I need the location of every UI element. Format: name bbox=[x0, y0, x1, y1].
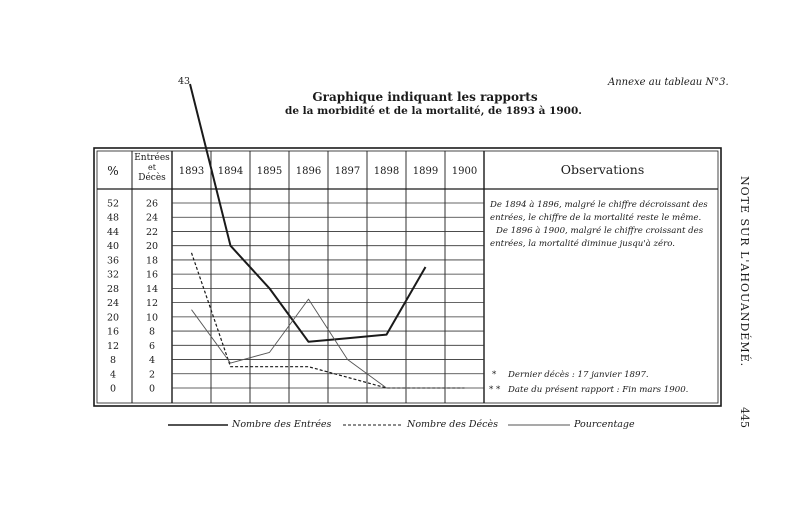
annex-label: Annexe au tableau N°3. bbox=[608, 77, 729, 88]
year-header: 1899 bbox=[412, 166, 439, 177]
year-header: 1896 bbox=[295, 166, 322, 177]
count-tick-label: 26 bbox=[145, 198, 159, 210]
count-tick-label: 20 bbox=[145, 241, 159, 253]
counts-column-header: Décès bbox=[138, 173, 166, 183]
count-tick-label: 24 bbox=[145, 212, 159, 224]
count-tick-label: 10 bbox=[145, 312, 159, 324]
note-report-date: Date du présent rapport : Fin mars 1900. bbox=[508, 385, 689, 395]
title-line-1: Graphique indiquant les rapports bbox=[312, 90, 538, 104]
percent-tick-label: 52 bbox=[106, 198, 120, 210]
counts-column-header: et bbox=[148, 163, 156, 172]
series-entrees bbox=[190, 84, 426, 342]
table-frame bbox=[94, 148, 721, 406]
observation-line-2: entrées, le chiffre de la mortalité reste le même. bbox=[490, 213, 702, 223]
observation-line-3: De 1896 à 1900, malgré le chiffre croissant des bbox=[496, 226, 704, 236]
observation-line-4: entrées, la mortalité diminue jusqu'à zéro. bbox=[490, 239, 675, 249]
count-tick-label: 0 bbox=[148, 383, 156, 395]
percent-tick-label: 24 bbox=[106, 298, 120, 310]
count-tick-label: 4 bbox=[148, 355, 156, 367]
year-header: 1898 bbox=[373, 166, 400, 177]
table-outer-border bbox=[94, 148, 721, 406]
percent-tick-label: 48 bbox=[106, 212, 120, 224]
marker-double: * * bbox=[489, 385, 501, 395]
legend-label-entrees: Nombre des Entrées bbox=[232, 419, 332, 430]
count-tick-label: 2 bbox=[148, 369, 156, 381]
year-header: 1900 bbox=[451, 166, 478, 177]
count-tick-label: 6 bbox=[148, 340, 156, 352]
count-tick-label: 8 bbox=[148, 326, 156, 338]
count-tick-label: 22 bbox=[145, 226, 159, 238]
year-header: 1894 bbox=[217, 166, 244, 177]
percent-tick-label: 4 bbox=[109, 369, 117, 381]
observation-line-1: De 1894 à 1896, malgré le chiffre décroissant des bbox=[490, 200, 708, 210]
count-tick-label: 18 bbox=[145, 255, 159, 267]
legend-label-pourcentage: Pourcentage bbox=[574, 419, 635, 430]
offscale-value-label: 43 bbox=[178, 76, 191, 87]
percent-tick-label: 12 bbox=[106, 340, 120, 352]
percent-tick-label: 40 bbox=[106, 241, 120, 253]
percent-tick-label: 0 bbox=[109, 383, 117, 395]
year-header: 1897 bbox=[334, 166, 361, 177]
legend-label-deces: Nombre des Décès bbox=[407, 419, 498, 430]
title-line-2: de la morbidité et de la mortalité, de 1893 à 1900. bbox=[285, 105, 582, 117]
observations-header: Observations bbox=[560, 162, 645, 177]
marker-single: * bbox=[492, 370, 497, 380]
count-tick-label: 12 bbox=[145, 298, 159, 310]
year-header: 1895 bbox=[256, 166, 283, 177]
percent-tick-label: 16 bbox=[106, 326, 120, 338]
note-last-death: Dernier décès : 17 janvier 1897. bbox=[508, 370, 649, 380]
year-header: 1893 bbox=[178, 166, 205, 177]
count-tick-label: 16 bbox=[145, 269, 159, 281]
percent-tick-label: 8 bbox=[109, 355, 117, 367]
running-title: NOTE SUR L'AHOUANDÉMÉ. bbox=[738, 176, 751, 368]
count-tick-label: 14 bbox=[145, 283, 159, 295]
counts-column-header: Entrées bbox=[134, 153, 170, 163]
percent-column-header: % bbox=[107, 164, 119, 178]
percent-tick-label: 36 bbox=[106, 255, 120, 267]
page-number: 445 bbox=[738, 407, 751, 428]
percent-tick-label: 32 bbox=[106, 269, 120, 281]
chart-series bbox=[190, 84, 465, 388]
percent-tick-label: 28 bbox=[106, 283, 120, 295]
percent-tick-label: 44 bbox=[106, 226, 120, 238]
percent-tick-label: 20 bbox=[106, 312, 120, 324]
